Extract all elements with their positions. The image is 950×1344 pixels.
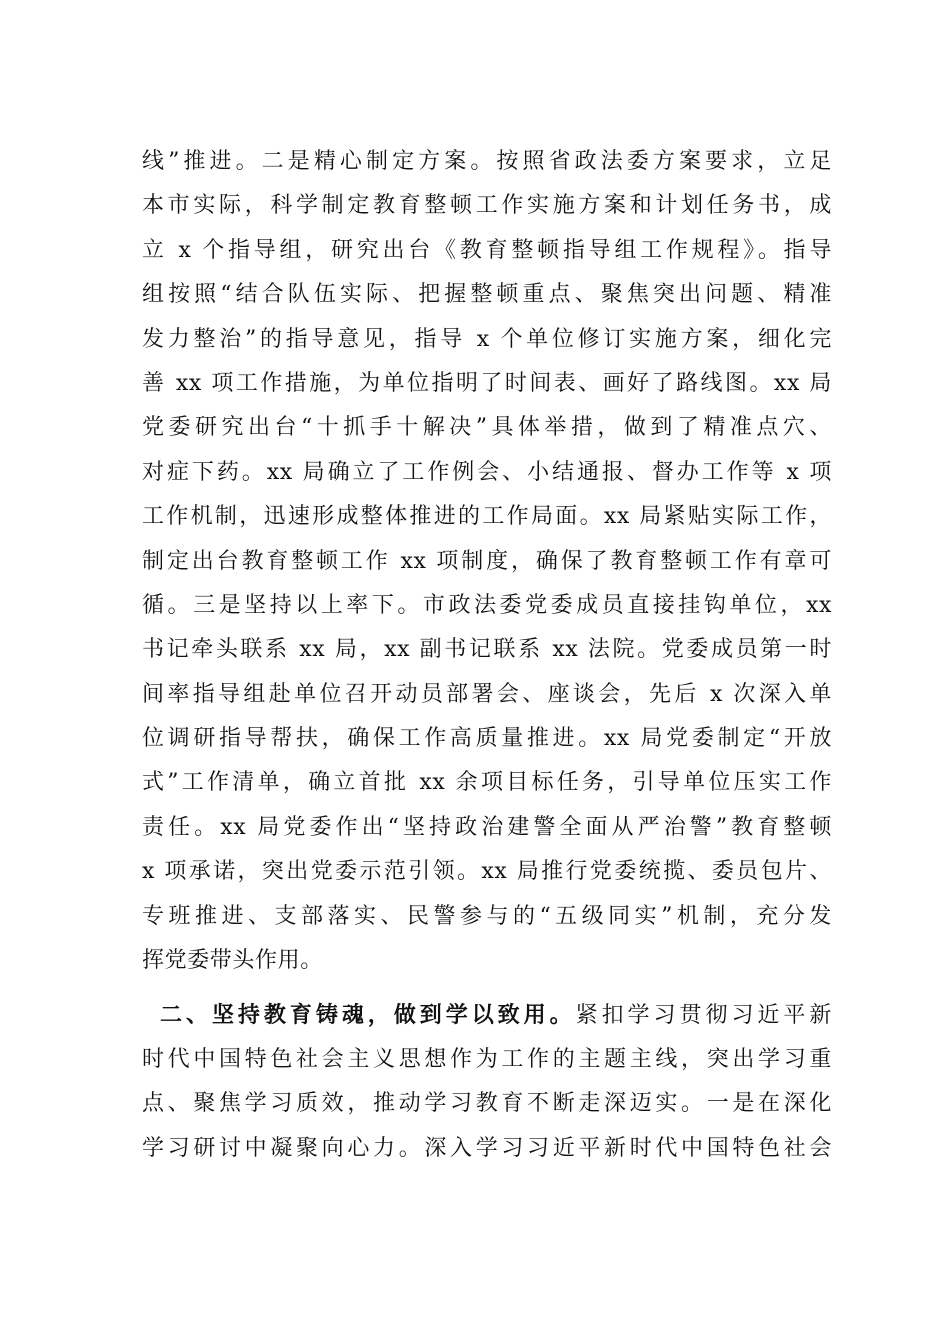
text-line: 发力整治”的指导意见，指导 x 个单位修订实施方案，细化完 [142,326,832,352]
text-line: 时代中国特色社会主义思想作为工作的主题主线，突出学习重 [142,1046,832,1072]
text-line: 线”推进。二是精心制定方案。按照省政法委方案要求，立足 [142,149,832,174]
document-page [142,140,832,1171]
text-line: 党委研究出台“十抓手十解决”具体举措，做到了精准点穴、 [142,415,832,441]
text-line: 点、聚焦学习质效，推动学习教育不断走深迈实。一是在深化 [142,1091,832,1117]
paragraph-1 [142,140,832,983]
text-line: 工作机制，迅速形成整体推进的工作局面。xx 局紧贴实际工作， [142,504,832,530]
text-line: 组按照“结合队伍实际、把握整顿重点、聚焦突出问题、精准 [142,282,832,308]
text-line: 式”工作清单，确立首批 xx 余项目标任务，引导单位压实工作 [142,770,832,796]
text-line: 对症下药。xx 局确立了工作例会、小结通报、督办工作等 x 项 [142,459,832,485]
text-line: 挥党委带头作用。 [142,948,323,974]
text-line: 学习研讨中凝聚向心力。深入学习习近平新时代中国特色社会 [142,1135,832,1161]
text-line: 位调研指导帮扶，确保工作高质量推进。xx 局党委制定“开放 [142,726,832,752]
text-line: 本市实际，科学制定教育整顿工作实施方案和计划任务书，成 [142,193,832,219]
text-line: 善 xx 项工作措施，为单位指明了时间表、画好了路线图。xx 局 [142,370,832,396]
paragraph-2 [142,993,832,1171]
text-line: 制定出台教育整顿工作 xx 项制度，确保了教育整顿工作有章可 [142,548,832,574]
text-line: 责任。xx 局党委作出“坚持政治建警全面从严治警”教育整顿 [142,814,832,840]
text-line: 循。三是坚持以上率下。市政法委党委成员直接挂钩单位，xx [142,592,832,618]
heading-line-rest: 紧扣学习贯彻习近平新 [575,1003,832,1029]
text-line: 书记牵头联系 xx 局，xx 副书记联系 xx 法院。党委成员第一时 [142,637,832,663]
text-line: 专班推进、支部落实、民警参与的“五级同实”机制，充分发 [142,903,832,929]
text-line: 间率指导组赴单位召开动员部署会、座谈会，先后 x 次深入单 [142,681,832,707]
paragraph-gap [142,983,832,993]
section-heading: 二、坚持教育铸魂，做到学以致用。 [160,1002,576,1029]
text-line-heading [142,993,832,1037]
text-line: 立 x 个指导组，研究出台《教育整顿指导组工作规程》。指导 [142,237,832,263]
text-line: x 项承诺，突出党委示范引领。xx 局推行党委统揽、委员包片、 [142,859,832,885]
